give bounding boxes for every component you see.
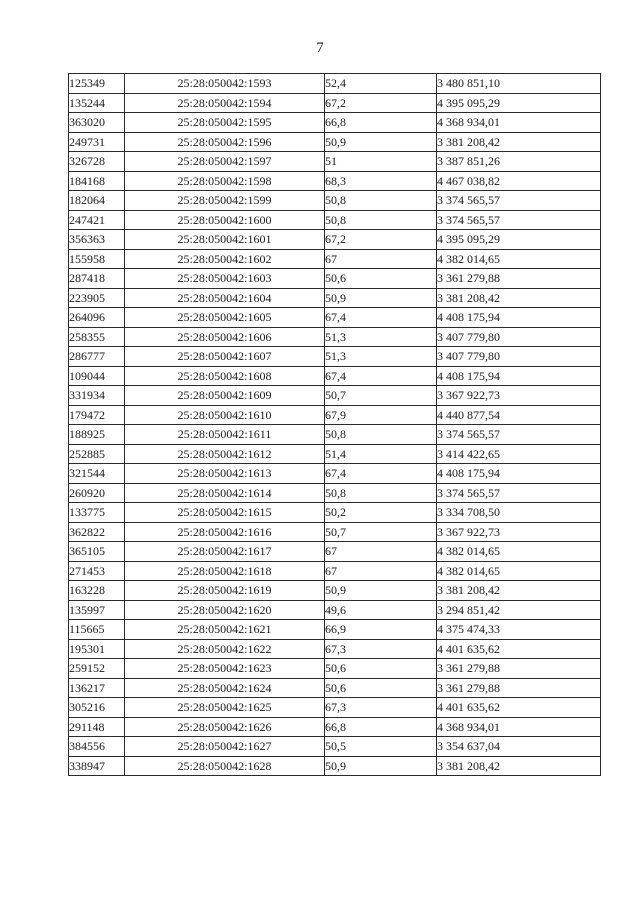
record-id-cell: 286777 (69, 347, 125, 367)
record-id-cell: 163228 (69, 581, 125, 601)
table-row (69, 483, 601, 503)
area-cell: 50,9 (325, 756, 437, 776)
price-cell: 3 381 208,42 (437, 581, 601, 601)
cadastral-number-cell: 25:28:050042:1610 (125, 405, 325, 425)
record-id-cell: 133775 (69, 503, 125, 523)
table-row (69, 405, 601, 425)
table-row (69, 659, 601, 679)
price-cell: 4 401 635,62 (437, 698, 601, 718)
area-cell: 51,3 (325, 327, 437, 347)
price-cell: 4 408 175,94 (437, 308, 601, 328)
area-cell: 67 (325, 542, 437, 562)
cadastral-number-cell: 25:28:050042:1595 (125, 113, 325, 133)
cadastral-number-cell: 25:28:050042:1600 (125, 210, 325, 230)
area-cell: 50,6 (325, 678, 437, 698)
cadastral-number-cell: 25:28:050042:1607 (125, 347, 325, 367)
table-row (69, 600, 601, 620)
area-cell: 52,4 (325, 74, 437, 94)
area-cell: 50,9 (325, 581, 437, 601)
table-row (69, 366, 601, 386)
cadastral-number-cell: 25:28:050042:1618 (125, 561, 325, 581)
record-id-cell: 338947 (69, 756, 125, 776)
price-cell: 4 401 635,62 (437, 639, 601, 659)
table-row (69, 230, 601, 250)
price-cell: 4 368 934,01 (437, 113, 601, 133)
record-id-cell: 252885 (69, 444, 125, 464)
cadastral-number-cell: 25:28:050042:1619 (125, 581, 325, 601)
area-cell: 50,9 (325, 288, 437, 308)
area-cell: 67,4 (325, 366, 437, 386)
area-cell: 66,8 (325, 113, 437, 133)
record-id-cell: 291148 (69, 717, 125, 737)
record-id-cell: 287418 (69, 269, 125, 289)
cadastral-number-cell: 25:28:050042:1598 (125, 171, 325, 191)
record-id-cell: 135244 (69, 93, 125, 113)
area-cell: 67,4 (325, 464, 437, 484)
price-cell: 3 361 279,88 (437, 678, 601, 698)
price-cell: 3 361 279,88 (437, 269, 601, 289)
table-row (69, 756, 601, 776)
cadastral-number-cell: 25:28:050042:1593 (125, 74, 325, 94)
record-id-cell: 259152 (69, 659, 125, 679)
record-id-cell: 125349 (69, 74, 125, 94)
cadastral-number-cell: 25:28:050042:1623 (125, 659, 325, 679)
cadastral-number-cell: 25:28:050042:1606 (125, 327, 325, 347)
price-cell: 3 294 851,42 (437, 600, 601, 620)
table-row (69, 386, 601, 406)
area-cell: 68,3 (325, 171, 437, 191)
price-cell: 4 440 877,54 (437, 405, 601, 425)
table-row (69, 620, 601, 640)
area-cell: 66,9 (325, 620, 437, 640)
table-row (69, 191, 601, 211)
table-row (69, 132, 601, 152)
area-cell: 50,5 (325, 737, 437, 757)
cadastral-number-cell: 25:28:050042:1620 (125, 600, 325, 620)
cadastral-number-cell: 25:28:050042:1605 (125, 308, 325, 328)
record-id-cell: 115665 (69, 620, 125, 640)
record-id-cell: 365105 (69, 542, 125, 562)
area-cell: 50,7 (325, 386, 437, 406)
cadastral-number-cell: 25:28:050042:1614 (125, 483, 325, 503)
area-cell: 50,9 (325, 132, 437, 152)
cadastral-number-cell: 25:28:050042:1596 (125, 132, 325, 152)
area-cell: 67 (325, 249, 437, 269)
record-id-cell: 356363 (69, 230, 125, 250)
price-cell: 3 367 922,73 (437, 386, 601, 406)
price-cell: 4 382 014,65 (437, 249, 601, 269)
cadastral-number-cell: 25:28:050042:1621 (125, 620, 325, 640)
area-cell: 67 (325, 561, 437, 581)
cadastral-number-cell: 25:28:050042:1625 (125, 698, 325, 718)
table-row (69, 425, 601, 445)
area-cell: 50,6 (325, 659, 437, 679)
table-row (69, 678, 601, 698)
record-id-cell: 249731 (69, 132, 125, 152)
table-row (69, 717, 601, 737)
price-cell: 4 467 038,82 (437, 171, 601, 191)
cadastral-number-cell: 25:28:050042:1624 (125, 678, 325, 698)
table-row (69, 464, 601, 484)
area-cell: 50,6 (325, 269, 437, 289)
price-cell: 3 374 565,57 (437, 483, 601, 503)
record-id-cell: 384556 (69, 737, 125, 757)
registry-table-body (69, 74, 601, 776)
record-id-cell: 331934 (69, 386, 125, 406)
price-cell: 3 414 422,65 (437, 444, 601, 464)
price-cell: 4 395 095,29 (437, 93, 601, 113)
table-row (69, 249, 601, 269)
area-cell: 50,7 (325, 522, 437, 542)
area-cell: 51,3 (325, 347, 437, 367)
cadastral-number-cell: 25:28:050042:1603 (125, 269, 325, 289)
table-row (69, 113, 601, 133)
price-cell: 3 407 779,80 (437, 327, 601, 347)
record-id-cell: 182064 (69, 191, 125, 211)
record-id-cell: 247421 (69, 210, 125, 230)
area-cell: 67,9 (325, 405, 437, 425)
price-cell: 3 381 208,42 (437, 756, 601, 776)
cadastral-number-cell: 25:28:050042:1604 (125, 288, 325, 308)
record-id-cell: 260920 (69, 483, 125, 503)
table-row (69, 542, 601, 562)
table-row (69, 308, 601, 328)
price-cell: 3 381 208,42 (437, 132, 601, 152)
price-cell: 3 361 279,88 (437, 659, 601, 679)
area-cell: 49,6 (325, 600, 437, 620)
area-cell: 67,3 (325, 698, 437, 718)
record-id-cell: 305216 (69, 698, 125, 718)
area-cell: 66,8 (325, 717, 437, 737)
record-id-cell: 136217 (69, 678, 125, 698)
price-cell: 3 367 922,73 (437, 522, 601, 542)
cadastral-number-cell: 25:28:050042:1622 (125, 639, 325, 659)
cadastral-number-cell: 25:28:050042:1628 (125, 756, 325, 776)
table-row (69, 347, 601, 367)
record-id-cell: 321544 (69, 464, 125, 484)
record-id-cell: 223905 (69, 288, 125, 308)
record-id-cell: 195301 (69, 639, 125, 659)
cadastral-number-cell: 25:28:050042:1608 (125, 366, 325, 386)
price-cell: 4 382 014,65 (437, 561, 601, 581)
price-cell: 3 407 779,80 (437, 347, 601, 367)
price-cell: 3 354 637,04 (437, 737, 601, 757)
price-cell: 3 334 708,50 (437, 503, 601, 523)
cadastral-number-cell: 25:28:050042:1611 (125, 425, 325, 445)
record-id-cell: 188925 (69, 425, 125, 445)
record-id-cell: 326728 (69, 152, 125, 172)
price-cell: 3 374 565,57 (437, 191, 601, 211)
table-row (69, 327, 601, 347)
table-row (69, 93, 601, 113)
cadastral-number-cell: 25:28:050042:1612 (125, 444, 325, 464)
record-id-cell: 155958 (69, 249, 125, 269)
table-row (69, 581, 601, 601)
record-id-cell: 362822 (69, 522, 125, 542)
cadastral-number-cell: 25:28:050042:1617 (125, 542, 325, 562)
area-cell: 51 (325, 152, 437, 172)
price-cell: 4 408 175,94 (437, 464, 601, 484)
record-id-cell: 258355 (69, 327, 125, 347)
record-id-cell: 109044 (69, 366, 125, 386)
table-row (69, 288, 601, 308)
price-cell: 4 408 175,94 (437, 366, 601, 386)
table-row (69, 698, 601, 718)
area-cell: 50,8 (325, 210, 437, 230)
price-cell: 3 374 565,57 (437, 210, 601, 230)
table-row (69, 561, 601, 581)
area-cell: 67,4 (325, 308, 437, 328)
record-id-cell: 264096 (69, 308, 125, 328)
area-cell: 50,8 (325, 483, 437, 503)
table-row (69, 269, 601, 289)
table-row (69, 210, 601, 230)
table-row (69, 74, 601, 94)
price-cell: 4 368 934,01 (437, 717, 601, 737)
cadastral-number-cell: 25:28:050042:1626 (125, 717, 325, 737)
table-row (69, 152, 601, 172)
table-row (69, 171, 601, 191)
table-row (69, 639, 601, 659)
property-registry-table (68, 73, 601, 776)
table-row (69, 503, 601, 523)
price-cell: 3 374 565,57 (437, 425, 601, 445)
record-id-cell: 135997 (69, 600, 125, 620)
record-id-cell: 271453 (69, 561, 125, 581)
table-row (69, 444, 601, 464)
cadastral-number-cell: 25:28:050042:1609 (125, 386, 325, 406)
price-cell: 3 480 851,10 (437, 74, 601, 94)
price-cell: 3 387 851,26 (437, 152, 601, 172)
price-cell: 4 382 014,65 (437, 542, 601, 562)
cadastral-number-cell: 25:28:050042:1601 (125, 230, 325, 250)
record-id-cell: 184168 (69, 171, 125, 191)
cadastral-number-cell: 25:28:050042:1613 (125, 464, 325, 484)
page-number: 7 (316, 40, 324, 56)
cadastral-number-cell: 25:28:050042:1597 (125, 152, 325, 172)
area-cell: 51,4 (325, 444, 437, 464)
area-cell: 50,8 (325, 191, 437, 211)
area-cell: 67,2 (325, 93, 437, 113)
area-cell: 67,3 (325, 639, 437, 659)
area-cell: 50,8 (325, 425, 437, 445)
cadastral-number-cell: 25:28:050042:1594 (125, 93, 325, 113)
table-row (69, 737, 601, 757)
cadastral-number-cell: 25:28:050042:1627 (125, 737, 325, 757)
cadastral-number-cell: 25:28:050042:1599 (125, 191, 325, 211)
price-cell: 3 381 208,42 (437, 288, 601, 308)
area-cell: 50,2 (325, 503, 437, 523)
price-cell: 4 375 474,33 (437, 620, 601, 640)
cadastral-number-cell: 25:28:050042:1602 (125, 249, 325, 269)
record-id-cell: 179472 (69, 405, 125, 425)
record-id-cell: 363020 (69, 113, 125, 133)
table-row (69, 522, 601, 542)
area-cell: 67,2 (325, 230, 437, 250)
cadastral-number-cell: 25:28:050042:1615 (125, 503, 325, 523)
price-cell: 4 395 095,29 (437, 230, 601, 250)
cadastral-number-cell: 25:28:050042:1616 (125, 522, 325, 542)
